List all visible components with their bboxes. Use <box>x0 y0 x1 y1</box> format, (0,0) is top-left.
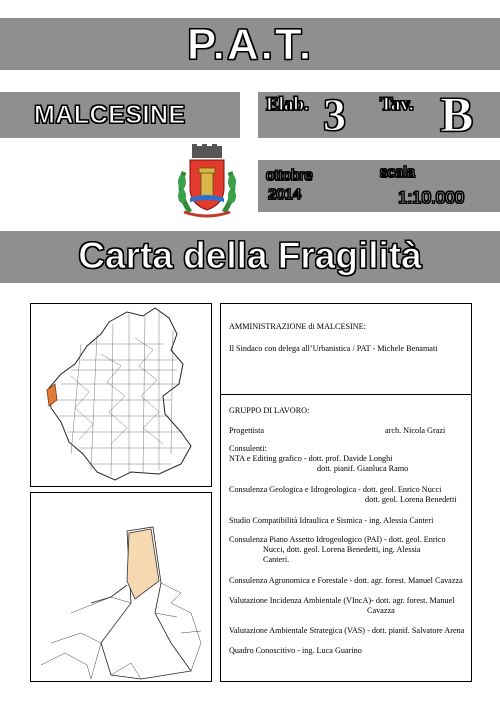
tav-letter: B <box>440 86 474 142</box>
veneto-region-map <box>31 304 211 486</box>
region-map-panel <box>30 303 212 487</box>
designer-name: arch. Nicola Grazi <box>385 426 446 435</box>
pai-consultant-2: Nucci, dott. geol. Lorena Benedetti, ing. Alessia <box>263 545 421 554</box>
pai-consultant-3: Canteri. <box>263 555 290 564</box>
consultants-label: Consulenti: <box>229 444 267 453</box>
team-heading: GRUPPO DI LAVORO: <box>229 406 310 415</box>
geo-consultant-2: dott. geol. Lorena Benedetti <box>365 495 457 504</box>
comune-name: MALCESINE <box>34 101 186 129</box>
local-map-panel <box>30 492 212 682</box>
plan-title: P.A.T. <box>186 20 314 69</box>
elab-label: Elab. <box>266 94 309 115</box>
agro-consultant: Consulenza Agronomica e Forestale - dott. agr. forest. Manuel Cavazza <box>229 576 463 585</box>
coat-of-arms-icon <box>172 142 242 222</box>
hydraulic-study: Studio Compatibilità Idraulica e Sismica - ing. Alessia Canteri <box>229 516 434 525</box>
date-month: ottobre <box>266 167 313 184</box>
map-title: Carta della Fragilità <box>78 235 422 276</box>
consultant-editing: NTA e Editing grafico - dott. prof. Davide Longhi <box>229 454 393 463</box>
vinca-line-2: Cavazza <box>367 606 395 615</box>
designer-role: Progettista <box>229 426 265 435</box>
admin-section <box>221 304 471 395</box>
mayor-line: Il Sindaco con delega all’Urbanistica / PAT - Michele Benamati <box>229 344 438 353</box>
info-panel <box>220 303 472 682</box>
admin-heading: AMMINISTRAZIONE di MALCESINE: <box>229 322 366 331</box>
quadro-line: Quadro Conoscitivo - ing. Luca Guarino <box>229 646 362 655</box>
vinca-line: Valutazione Incidenza Ambientale (VIncA)- dott. agr. forest. Manuel <box>229 596 455 605</box>
geo-consultant: Consulenza Geologica e Idrogeologica - dott. geol. Enrico Nucci <box>229 485 442 494</box>
date-year: 2014 <box>268 186 302 203</box>
pai-consultant: Consulenza Piano Assetto Idrogeologico (PAI) - dott. geol. Enrico <box>229 535 446 544</box>
tav-label: Tav. <box>380 94 414 115</box>
scale-label: scala <box>380 164 416 181</box>
scale-value: 1:10.000 <box>398 188 465 207</box>
elab-number: 3 <box>323 89 346 140</box>
vas-line: Valutazione Ambientale Strategica (VAS) - dott. pianif. Salvatore Arena <box>229 626 465 635</box>
malcesine-locator-map <box>31 493 211 681</box>
consultant-editing-2: dott. pianif. Gianluca Ramo <box>317 464 409 473</box>
